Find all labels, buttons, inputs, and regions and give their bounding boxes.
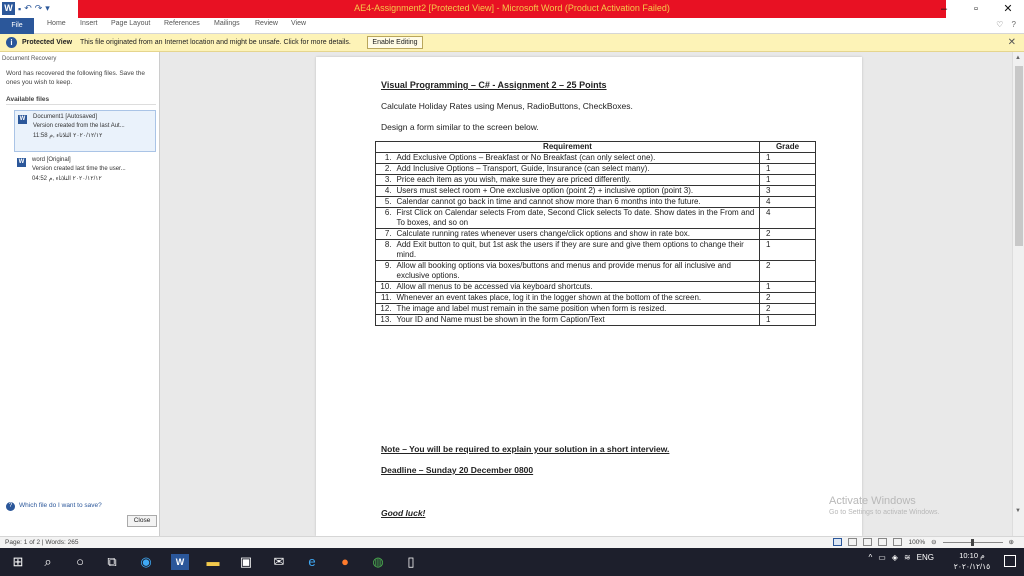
table-header-row (376, 142, 816, 153)
row-grade: 2 (760, 293, 816, 304)
tab-references[interactable]: References (164, 20, 200, 27)
row-grade: 2 (760, 304, 816, 315)
recovered-file-time: 11:58 ٢٠٢٠/١٢/١٢ الثلاثاء ,م (33, 133, 103, 139)
activate-windows-watermark (829, 495, 940, 516)
ribbon-tabs (0, 18, 1024, 34)
table-row (376, 304, 816, 315)
row-grade: 4 (760, 197, 816, 208)
status-separator: | (41, 539, 46, 546)
tab-home[interactable]: Home (47, 20, 66, 27)
zoom-in-icon[interactable]: ⊕ (1008, 539, 1014, 546)
table-row (376, 240, 816, 261)
ie-icon[interactable]: e (308, 554, 316, 569)
row-requirement: First Click on Calendar selects From date, Second Click selects To date. Show dates in the From and To boxes, and so on (394, 208, 760, 229)
restore-button[interactable]: ▫ (974, 3, 978, 15)
mail-icon[interactable]: ✉ (273, 554, 285, 569)
page-word-count (5, 539, 79, 546)
show-hidden-icons-icon[interactable]: ^ (868, 553, 873, 562)
available-files-label: Available files (6, 96, 50, 103)
notifications-icon[interactable] (1004, 555, 1016, 567)
heart-icon[interactable]: ♡ (996, 20, 1004, 29)
row-requirement: Calendar cannot go back in time and cannot show more than 6 months into the future. (394, 197, 760, 208)
word-doc-icon: W (19, 116, 26, 122)
close-icon[interactable]: ✕ (1007, 37, 1016, 48)
cortana-icon[interactable]: ○ (76, 554, 84, 569)
divider (6, 104, 156, 105)
requirements-table (375, 141, 816, 326)
battery-icon[interactable]: ▭ (878, 553, 886, 562)
zoom-out-icon[interactable]: ⊖ (931, 539, 937, 546)
document-page[interactable] (316, 57, 862, 536)
row-requirement: Users must select room + One exclusive option (point 2) + inclusive option (point 3). (394, 186, 760, 197)
firefox-icon[interactable]: ● (341, 554, 349, 569)
row-grade: 1 (760, 240, 816, 261)
table-row (376, 282, 816, 293)
table-row (376, 293, 816, 304)
table-row (376, 164, 816, 175)
row-requirement: Allow all menus to be accessed via keyboard shortcuts. (394, 282, 760, 293)
watermark-subtitle: Go to Settings to activate Windows. (829, 509, 940, 516)
row-requirement: Add Exit button to quit, but 1st ask the users if they are sure and give them options to change their mind. (394, 240, 760, 261)
row-grade: 1 (760, 315, 816, 326)
table-row (376, 261, 816, 282)
web-layout-icon[interactable] (863, 538, 872, 546)
word-taskbar-icon[interactable]: W (171, 554, 189, 570)
title-bar (0, 0, 1024, 18)
task-view-icon[interactable]: ⧉ (107, 554, 117, 569)
page-count[interactable]: Page: 1 of 2 (5, 539, 41, 546)
row-number: 4. (376, 186, 394, 197)
row-requirement: Whenever an event takes place, log it in the logger shown at the bottom of the screen. (394, 293, 760, 304)
recovery-close-button[interactable]: Close (127, 515, 157, 527)
tab-insert[interactable]: Insert (80, 20, 98, 27)
row-requirement: Calculate running rates whenever users change/click options and show in rate box. (394, 229, 760, 240)
recovered-file-desc: Version created from the last Aut... (33, 123, 125, 129)
row-number: 1. (376, 153, 394, 164)
row-number: 12. (376, 304, 394, 315)
row-requirement: Allow all booking options via boxes/buttons and menus and provide menus for all inclusive and exclusive options. (394, 261, 760, 282)
zoom-slider-knob[interactable] (971, 539, 974, 546)
zoom-slider[interactable] (943, 542, 1003, 543)
redo-icon[interactable]: ↷ (34, 3, 43, 13)
document-recovery-pane (0, 52, 160, 536)
clock-date: ٢٠٢٠/١٢/١٥ (953, 562, 991, 571)
system-tray (868, 553, 934, 562)
protected-view-label: Protected View (22, 39, 73, 46)
status-bar (0, 536, 1024, 548)
vertical-scrollbar[interactable] (1012, 52, 1024, 536)
full-screen-reading-icon[interactable] (848, 538, 857, 546)
recovered-file-desc: Version created last time the user... (32, 166, 126, 172)
zoom-level[interactable]: 100% (908, 538, 926, 546)
row-grade: 1 (760, 153, 816, 164)
network-icon[interactable]: ◈ (891, 553, 898, 562)
info-icon: i (6, 37, 17, 48)
table-row (376, 229, 816, 240)
row-requirement: Price each item as you wish, make sure they are priced differently. (394, 175, 760, 186)
customize-qat-icon[interactable]: ▾ (45, 3, 50, 13)
search-icon[interactable]: ⌕ (44, 554, 52, 569)
store-icon[interactable]: ▣ (239, 554, 253, 569)
closing-text: Good luck! (381, 508, 426, 518)
help-icon[interactable]: ? (1011, 20, 1016, 29)
protected-view-bar (0, 34, 1024, 52)
chrome-icon[interactable]: ◍ (372, 554, 384, 569)
deadline-text: Deadline – Sunday 20 December 0800 (381, 465, 534, 475)
interview-note: Note – You will be required to explain your solution in a short interview. (381, 444, 670, 454)
row-number: 3. (376, 175, 394, 186)
row-number: 8. (376, 240, 394, 261)
row-grade: 2 (760, 261, 816, 282)
document-paragraph: Design a form similar to the screen below. (381, 122, 539, 132)
window-controls (928, 0, 1024, 18)
recovered-file-name: word [Original] (32, 157, 71, 163)
row-number: 2. (376, 164, 394, 175)
document-heading: Visual Programming – C# - Assignment 2 – 25 Points (381, 80, 607, 90)
table-row (376, 197, 816, 208)
which-file-link[interactable] (6, 502, 102, 511)
table-row (376, 175, 816, 186)
row-number: 6. (376, 208, 394, 229)
file-explorer-icon[interactable]: ▬ (206, 554, 220, 569)
tab-mailings[interactable]: Mailings (214, 20, 240, 27)
scroll-down-icon[interactable]: ▼ (1015, 508, 1021, 514)
scroll-thumb[interactable] (1015, 66, 1023, 246)
word-icon: W (2, 2, 15, 15)
recovered-file-item[interactable] (14, 110, 156, 152)
ribbon-right-icons (996, 20, 1016, 29)
row-number: 7. (376, 229, 394, 240)
row-grade: 3 (760, 186, 816, 197)
undo-icon[interactable]: ↶ (24, 3, 32, 13)
row-grade: 2 (760, 229, 816, 240)
language-indicator[interactable]: ENG (916, 553, 934, 562)
row-grade: 1 (760, 282, 816, 293)
quick-access-toolbar (2, 2, 50, 15)
tab-file[interactable]: File (0, 18, 34, 34)
notepad-icon[interactable]: ▯ (407, 554, 415, 569)
windows-start-icon[interactable]: ⊞ (12, 554, 24, 569)
word-count[interactable]: Words: 265 (45, 539, 79, 546)
view-zoom-controls (833, 538, 1014, 546)
row-grade: 1 (760, 164, 816, 175)
print-layout-icon[interactable] (833, 538, 842, 546)
save-icon[interactable]: ▪ (18, 3, 22, 14)
row-number: 11. (376, 293, 394, 304)
close-button[interactable]: ✕ (1003, 3, 1013, 15)
row-grade: 1 (760, 175, 816, 186)
recovered-file-name: Document1 [Autosaved] (33, 114, 98, 120)
wifi-icon[interactable]: ≋ (903, 553, 911, 562)
window-title: AE4-Assignment2 [Protected View] - Microsoft Word (Product Activation Failed) (354, 3, 670, 13)
document-paragraph: Calculate Holiday Rates using Menus, RadioButtons, CheckBoxes. (381, 101, 633, 111)
table-row (376, 208, 816, 229)
row-number: 5. (376, 197, 394, 208)
windows-taskbar (0, 548, 1024, 576)
row-number: 9. (376, 261, 394, 282)
recovery-description: Word has recovered the following files. Save the ones you wish to keep. (6, 70, 145, 86)
tab-view[interactable]: View (291, 20, 307, 27)
row-grade: 4 (760, 208, 816, 229)
scroll-up-icon[interactable]: ▲ (1015, 55, 1021, 61)
row-requirement: The image and label must remain in the same position when form is resized. (394, 304, 760, 315)
protected-view-message[interactable]: This file originated from an Internet location and might be unsafe. Click for more details. (80, 39, 351, 46)
help-circle-icon: ? (6, 502, 15, 511)
tab-page-layout[interactable]: Page Layout (111, 20, 151, 27)
table-row (376, 153, 816, 164)
recovery-header: Document Recovery (2, 56, 57, 62)
table-row (376, 186, 816, 197)
tab-review[interactable]: Review (255, 20, 278, 27)
watermark-title: Activate Windows (829, 495, 916, 507)
requirement-header: Requirement (376, 142, 760, 153)
row-requirement: Add Inclusive Options – Transport, Guide, Insurance (can select many). (394, 164, 760, 175)
recovered-file-item[interactable] (14, 154, 156, 196)
outline-icon[interactable] (878, 538, 887, 546)
clock-time: 10:10 م (959, 551, 985, 560)
recovered-file-time: 04:52 ٢٠٢٠/١٢/١٢ الثلاثاء ,م (32, 176, 102, 182)
row-requirement: Your ID and Name must be shown in the form Caption/Text (394, 315, 760, 326)
enable-editing-button[interactable]: Enable Editing (367, 36, 423, 49)
table-row (376, 315, 816, 326)
minimize-button[interactable]: – (940, 3, 948, 15)
which-file-text[interactable]: Which file do I want to save? (19, 502, 102, 509)
word-doc-icon: W (18, 159, 25, 165)
row-number: 10. (376, 282, 394, 293)
edge-icon[interactable]: ◉ (140, 554, 152, 569)
grade-header: Grade (760, 142, 816, 153)
row-number: 13. (376, 315, 394, 326)
draft-icon[interactable] (893, 538, 902, 546)
taskbar-clock[interactable] (950, 550, 994, 572)
row-requirement: Add Exclusive Options – Breakfast or No Breakfast (can only select one). (394, 153, 760, 164)
